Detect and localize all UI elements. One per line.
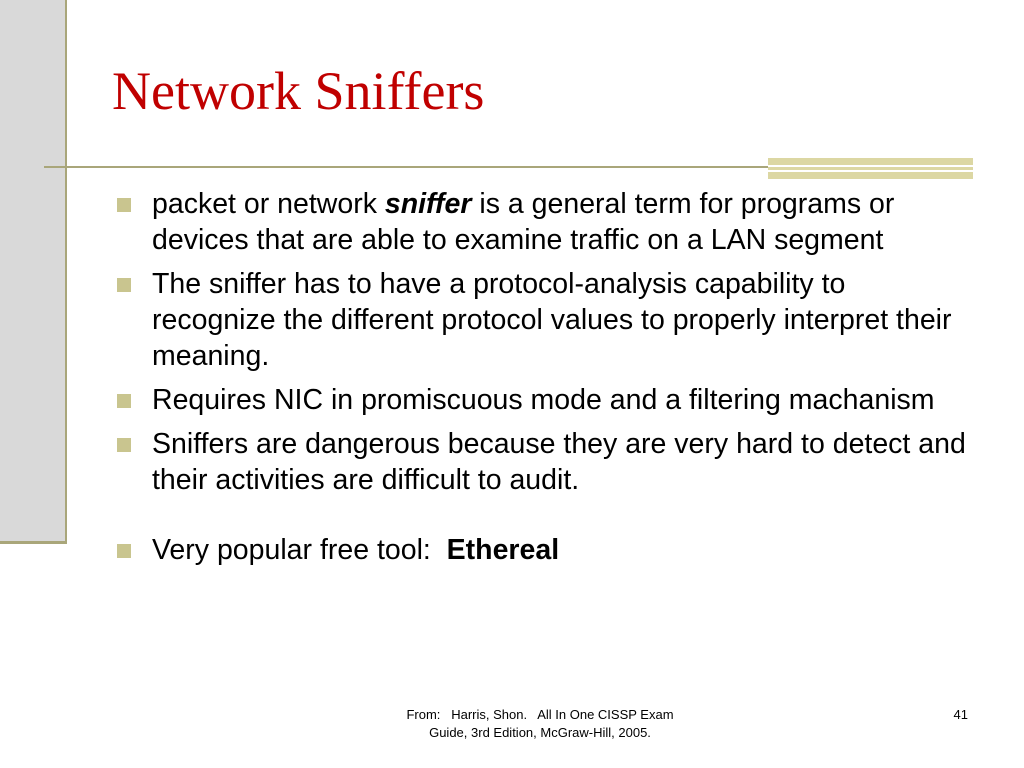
page-number: 41 [953, 707, 968, 722]
slide-title: Network Sniffers [112, 61, 485, 121]
bullet-text: packet or network [152, 188, 385, 220]
square-bullet-icon [117, 198, 131, 212]
square-bullet-icon [117, 544, 131, 558]
left-decorative-bar [0, 0, 67, 544]
accent-stripe [768, 172, 973, 179]
bullet-text: Requires NIC in promiscuous mode and a filtering machanism [152, 384, 935, 416]
bullet-emphasis: sniffer [384, 188, 472, 220]
accent-stripe [768, 167, 973, 170]
accent-stripe [768, 158, 973, 165]
square-bullet-icon [117, 278, 131, 292]
bullet-item [112, 382, 972, 418]
bullet-text: Very popular free tool: [152, 534, 447, 566]
bullet-text: Sniffers are dangerous because they are very hard to detect and their activities are difficult to audit. [152, 428, 966, 496]
square-bullet-icon [117, 394, 131, 408]
bullet-item [112, 426, 972, 498]
title-underline [44, 166, 768, 168]
bullet-item [112, 186, 972, 258]
bullet-emphasis: Ethereal [446, 534, 560, 566]
footer-line: From: Harris, Shon. All In One CISSP Exam [406, 707, 674, 722]
bullet-text: The sniffer has to have a protocol-analysis capability to recognize the different protocol values to properly interpret their meaning. [152, 268, 952, 372]
bullet-list [112, 186, 972, 576]
footer-line: Guide, 3rd Edition, McGraw-Hill, 2005. [429, 725, 651, 740]
footer-source-citation [380, 706, 700, 742]
bullet-text: is a general term for programs or devices that are able to examine traffic on a LAN segment [152, 188, 895, 256]
square-bullet-icon [117, 438, 131, 452]
bullet-item [112, 532, 972, 568]
accent-stripes [768, 158, 973, 179]
bullet-item [112, 266, 972, 374]
